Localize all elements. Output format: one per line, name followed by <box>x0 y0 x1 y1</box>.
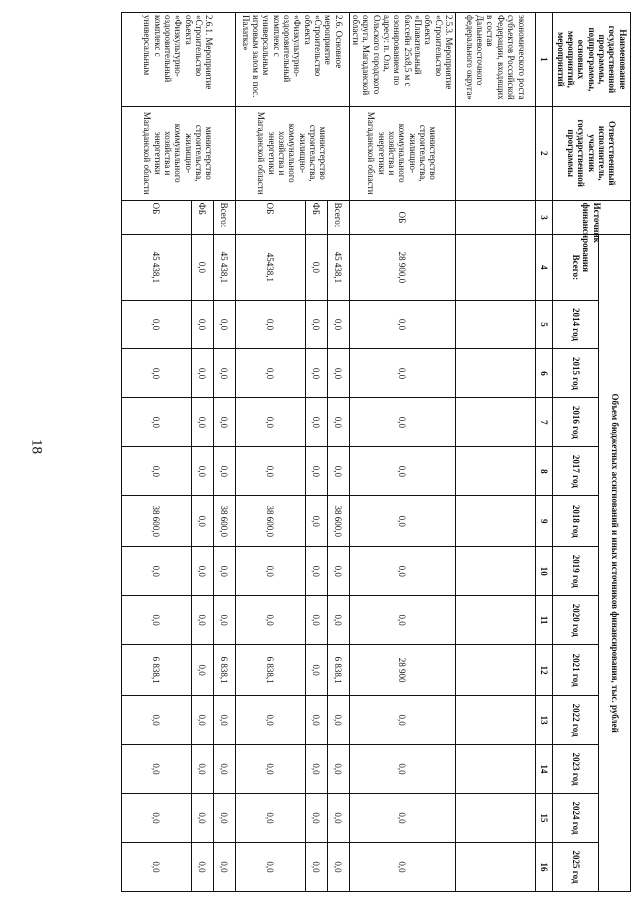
column-number: 14 <box>536 745 553 794</box>
value-cell: 0,0 <box>191 447 213 496</box>
value-cell: 38 600,0 <box>327 496 349 547</box>
value-cell: 0,0 <box>349 745 455 794</box>
value-cell: 0,0 <box>235 842 305 891</box>
value-cell: 0,0 <box>327 745 349 794</box>
column-number: 3 <box>536 200 553 235</box>
value-cell: 0,0 <box>213 398 235 447</box>
header-year: 2021 год <box>553 645 599 696</box>
row-source: ОБ <box>235 200 305 235</box>
page-number: 18 <box>28 439 45 454</box>
row-executor: министерство строительства, жилищно-коммунального хозяйства и энергетики Магаданской области <box>235 106 349 200</box>
value-cell: 0,0 <box>305 235 327 300</box>
value-cell: 0,0 <box>327 398 349 447</box>
value-cell: 0,0 <box>327 349 349 398</box>
header-name: Наименование государственной программы, подпрограммы, основных мероприятий, мероприятий <box>553 13 631 107</box>
value-cell: 0,0 <box>349 842 455 891</box>
row-source: ОБ <box>121 200 191 235</box>
value-cell: 0,0 <box>349 596 455 645</box>
row-source: Всего: <box>327 200 349 235</box>
value-cell: 0,0 <box>213 300 235 349</box>
table-row <box>327 13 349 892</box>
value-cell: 0,0 <box>235 547 305 596</box>
value-cell: 0,0 <box>191 745 213 794</box>
value-cell: 0,0 <box>305 300 327 349</box>
header-year: 2017 год <box>553 447 599 496</box>
value-cell: 0,0 <box>305 794 327 843</box>
value-cell: 6 838,1 <box>213 645 235 696</box>
column-number: 12 <box>536 645 553 696</box>
value-cell: 0,0 <box>349 496 455 547</box>
value-cell: 0,0 <box>327 596 349 645</box>
header-funding-group: Объем бюджетных ассигнований и иных источников финансирования, тыс. рублей <box>599 235 631 892</box>
funding-table <box>121 12 631 892</box>
value-cell: 0,0 <box>327 300 349 349</box>
value-cell: 0,0 <box>305 496 327 547</box>
empty-cell <box>456 496 536 547</box>
row-source: ФБ <box>305 200 327 235</box>
value-cell: 45 438,1 <box>213 235 235 300</box>
row-source: ФБ <box>191 200 213 235</box>
column-number: 11 <box>536 596 553 645</box>
row-name: 2.6. Основное мероприятие «Строительство объекта «Физкультурно-оздоровительный комплекс с универсальным игровым залом в пос. Палатка» <box>235 13 349 107</box>
header-executor: Ответственный исполнитель, участник государственной программы <box>553 106 631 200</box>
header-year: 2025 год <box>553 842 599 891</box>
value-cell: 0,0 <box>121 794 191 843</box>
value-cell: 0,0 <box>191 842 213 891</box>
value-cell: 0,0 <box>235 349 305 398</box>
row-name: экономического роста субъектов Российской Федерации, входящих в состав Дальневосточного федерального округа» <box>456 13 536 107</box>
rotated-page <box>39 0 639 905</box>
value-cell: 0,0 <box>191 596 213 645</box>
value-cell: 0,0 <box>121 447 191 496</box>
value-cell: 0,0 <box>121 349 191 398</box>
value-cell: 0,0 <box>191 496 213 547</box>
empty-cell <box>456 349 536 398</box>
value-cell: 0,0 <box>191 794 213 843</box>
value-cell: 0,0 <box>213 547 235 596</box>
value-cell: 38 600,0 <box>121 496 191 547</box>
header-year: 2020 год <box>553 596 599 645</box>
value-cell: 0,0 <box>305 842 327 891</box>
header-year: 2015 год <box>553 349 599 398</box>
header-year: 2014 год <box>553 300 599 349</box>
value-cell: 0,0 <box>235 696 305 745</box>
row-executor: министерство строительства, жилищно-коммунального хозяйства и энергетики Магаданской области <box>349 106 455 200</box>
value-cell: 0,0 <box>305 398 327 447</box>
value-cell: 0,0 <box>349 547 455 596</box>
empty-cell <box>456 645 536 696</box>
value-cell: 0,0 <box>349 794 455 843</box>
value-cell: 6 838,1 <box>327 645 349 696</box>
value-cell: 0,0 <box>213 447 235 496</box>
empty-cell <box>456 235 536 300</box>
value-cell: 0,0 <box>235 596 305 645</box>
value-cell: 0,0 <box>121 842 191 891</box>
row-name: 2.6.1. Мероприятие «Строительство объекта «Физкультурно-оздоровительный комплекс с универсальным <box>121 13 235 107</box>
column-number: 13 <box>536 696 553 745</box>
value-cell: 0,0 <box>121 745 191 794</box>
empty-cell <box>456 106 536 200</box>
value-cell: 0,0 <box>213 794 235 843</box>
row-source: ОБ <box>349 200 455 235</box>
empty-cell <box>456 447 536 496</box>
row-source: Всего: <box>213 200 235 235</box>
value-cell: 0,0 <box>235 794 305 843</box>
value-cell: 0,0 <box>191 235 213 300</box>
column-number: 1 <box>536 13 553 107</box>
table-row <box>213 13 235 892</box>
value-cell: 0,0 <box>213 842 235 891</box>
value-cell: 0,0 <box>121 547 191 596</box>
value-cell: 0,0 <box>213 745 235 794</box>
value-cell: 0,0 <box>305 745 327 794</box>
header-total: Всего: <box>553 235 599 300</box>
value-cell: 0,0 <box>349 398 455 447</box>
value-cell: 45 438,1 <box>327 235 349 300</box>
header-year: 2018 год <box>553 496 599 547</box>
value-cell: 0,0 <box>235 300 305 349</box>
empty-cell <box>456 300 536 349</box>
header-source: Источник финансирования <box>553 200 631 235</box>
empty-cell <box>456 842 536 891</box>
value-cell: 0,0 <box>121 398 191 447</box>
value-cell: 45438,1 <box>235 235 305 300</box>
column-number: 16 <box>536 842 553 891</box>
empty-cell <box>456 696 536 745</box>
empty-cell <box>456 794 536 843</box>
value-cell: 0,0 <box>191 300 213 349</box>
column-number: 2 <box>536 106 553 200</box>
value-cell: 28 900,0 <box>349 235 455 300</box>
column-number: 7 <box>536 398 553 447</box>
header-year: 2016 год <box>553 398 599 447</box>
value-cell: 0,0 <box>213 596 235 645</box>
table-row <box>456 13 536 892</box>
value-cell: 38 600,0 <box>213 496 235 547</box>
empty-cell <box>456 596 536 645</box>
value-cell: 0,0 <box>305 349 327 398</box>
table-row <box>349 13 455 892</box>
column-number: 10 <box>536 547 553 596</box>
value-cell: 0,0 <box>349 349 455 398</box>
value-cell: 0,0 <box>305 447 327 496</box>
value-cell: 0,0 <box>235 745 305 794</box>
value-cell: 0,0 <box>235 447 305 496</box>
value-cell: 0,0 <box>327 842 349 891</box>
value-cell: 38 600,0 <box>235 496 305 547</box>
value-cell: 0,0 <box>213 696 235 745</box>
value-cell: 0,0 <box>327 696 349 745</box>
column-number: 15 <box>536 794 553 843</box>
value-cell: 0,0 <box>191 547 213 596</box>
value-cell: 0,0 <box>305 596 327 645</box>
value-cell: 0,0 <box>349 696 455 745</box>
empty-cell <box>456 547 536 596</box>
value-cell: 0,0 <box>327 794 349 843</box>
value-cell: 0,0 <box>191 645 213 696</box>
column-number: 5 <box>536 300 553 349</box>
value-cell: 45 438,1 <box>121 235 191 300</box>
column-number: 9 <box>536 496 553 547</box>
value-cell: 0,0 <box>191 696 213 745</box>
row-name: 2.5.3. Мероприятие «Строительство объекта «Плавательный бассейн 25х8,5 м с озонированием по адресу: п. Ола, Ольского городского округа, Магаданской области <box>349 13 455 107</box>
value-cell: 0,0 <box>121 300 191 349</box>
value-cell: 0,0 <box>305 645 327 696</box>
value-cell: 0,0 <box>191 349 213 398</box>
header-year: 2022 год <box>553 696 599 745</box>
value-cell: 0,0 <box>305 547 327 596</box>
value-cell: 0,0 <box>305 696 327 745</box>
value-cell: 0,0 <box>349 300 455 349</box>
header-year: 2023 год <box>553 745 599 794</box>
column-number: 6 <box>536 349 553 398</box>
empty-cell <box>456 398 536 447</box>
column-number: 4 <box>536 235 553 300</box>
header-year: 2019 год <box>553 547 599 596</box>
value-cell: 0,0 <box>349 447 455 496</box>
header-year: 2024 год <box>553 794 599 843</box>
value-cell: 6 838,1 <box>121 645 191 696</box>
empty-cell <box>456 745 536 794</box>
value-cell: 0,0 <box>121 596 191 645</box>
value-cell: 0,0 <box>235 398 305 447</box>
value-cell: 0,0 <box>121 696 191 745</box>
value-cell: 0,0 <box>327 447 349 496</box>
empty-cell <box>456 200 536 235</box>
value-cell: 0,0 <box>191 398 213 447</box>
value-cell: 0,0 <box>327 547 349 596</box>
value-cell: 28 900 <box>349 645 455 696</box>
row-executor: министерство строительства, жилищно-коммунального хозяйства и энергетики Магаданской области <box>121 106 235 200</box>
value-cell: 6 838,1 <box>235 645 305 696</box>
value-cell: 0,0 <box>213 349 235 398</box>
column-number: 8 <box>536 447 553 496</box>
